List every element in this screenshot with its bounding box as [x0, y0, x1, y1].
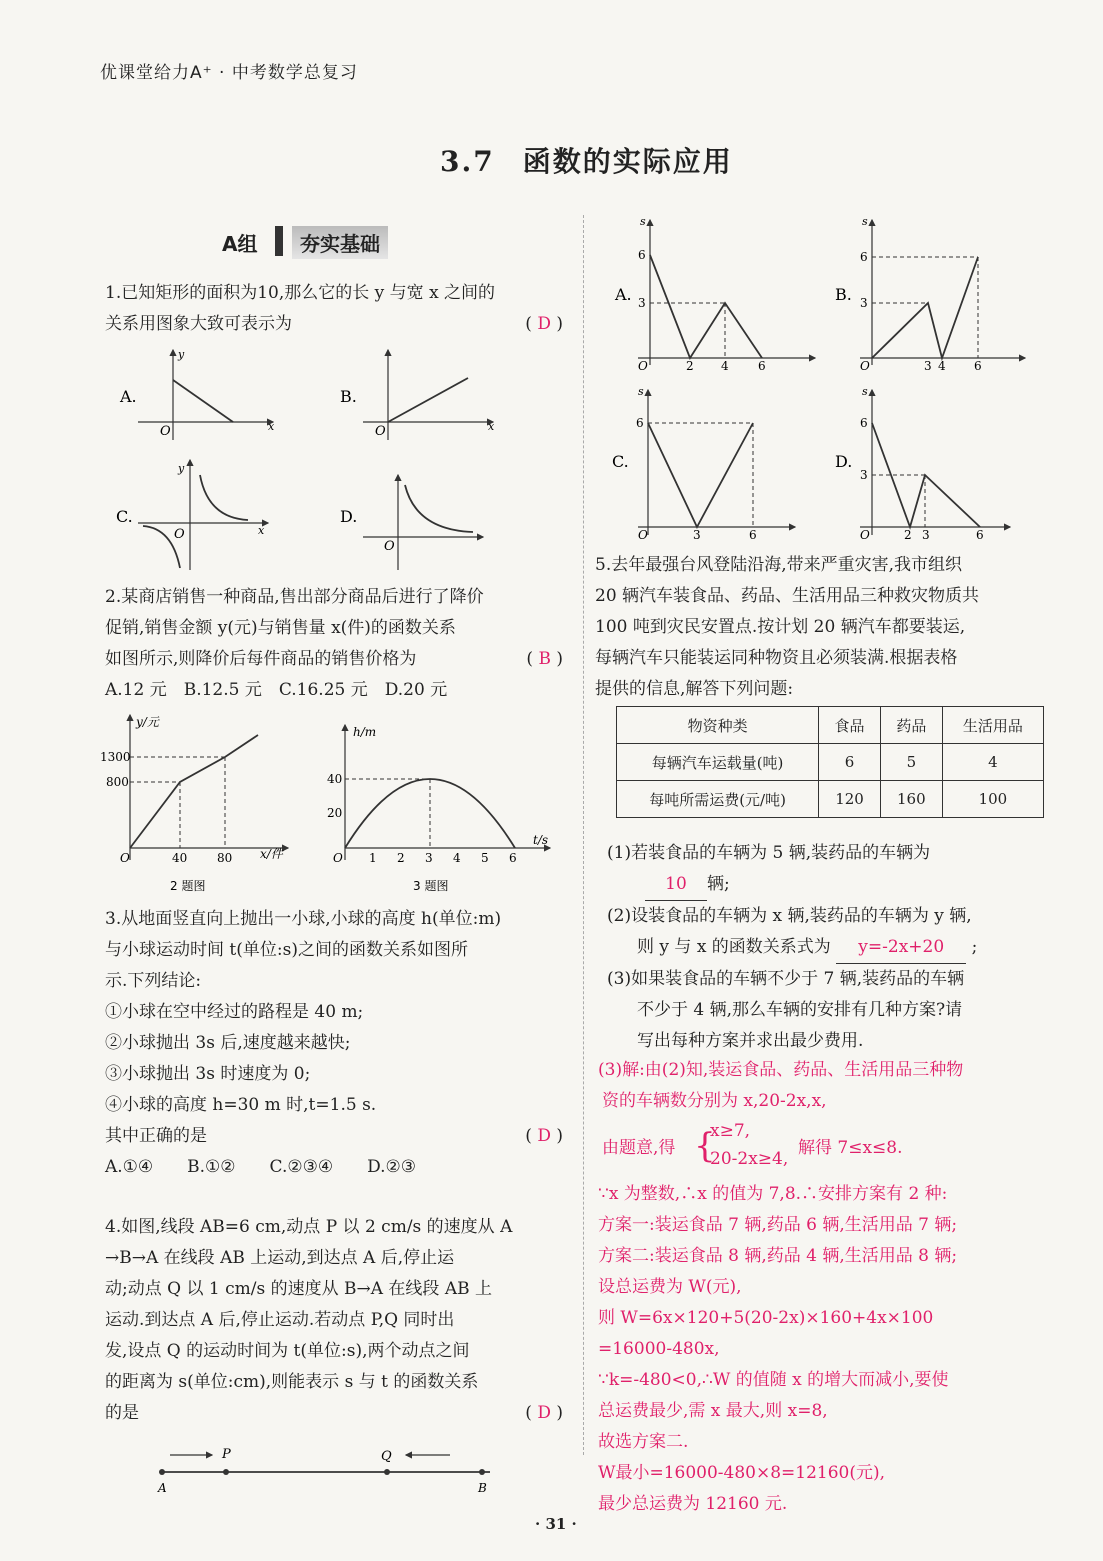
q1-line1: 1.已知矩形的面积为10,那么它的长 y 与宽 x 之间的 — [105, 283, 496, 303]
svg-text:4: 4 — [938, 359, 946, 373]
section-title: 函数的实际应用 — [522, 145, 733, 178]
q3-statement-3: ③小球抛出 3s 时速度为 0; — [105, 1064, 311, 1084]
solution-line: ∵x 为整数,∴x 的值为 7,8.∴安排方案有 2 种: — [598, 1184, 948, 1204]
svg-text:6: 6 — [860, 250, 868, 264]
q1-answer: D — [537, 314, 551, 334]
point-a — [159, 1469, 165, 1475]
q1-option-b-label: B. — [340, 387, 357, 406]
group-divider-block — [275, 226, 283, 256]
q5-part3-line2: 不少于 4 辆,那么车辆的安排有几种方案?请 — [637, 1000, 963, 1020]
q1-line2: 关系用图象大致可表示为 ( D ) — [105, 314, 563, 334]
solution-line: 方案二:装运食品 8 辆,药品 4 辆,生活用品 8 辆; — [598, 1246, 958, 1266]
svg-text:y: y — [178, 462, 185, 475]
q3-xtick-4: 4 — [453, 851, 461, 865]
q4-line3: 动;动点 Q 以 1 cm/s 的速度从 B→A 在线段 AB 上 — [105, 1279, 492, 1299]
q4-graph-b-label: B. — [835, 285, 852, 304]
q1-b-curve — [388, 378, 468, 422]
q5-solution — [598, 1055, 1078, 1520]
q1-d-curve — [405, 485, 473, 532]
q3-ylabel: h/m — [353, 725, 377, 739]
svg-text:4: 4 — [721, 359, 729, 373]
q2-graph — [100, 710, 300, 900]
q2-ylabel: y/元 — [136, 715, 159, 729]
svg-text:x: x — [268, 420, 275, 433]
table-header-cell: 食品 — [819, 707, 881, 744]
q5-line4: 每辆汽车只能装运同种物资且必须装满.根据表格 — [595, 648, 958, 668]
q3-statement-1: ①小球在空中经过的路程是 40 m; — [105, 1002, 364, 1022]
q4-graph-a-line — [650, 255, 762, 358]
svg-text:6: 6 — [974, 359, 982, 373]
svg-text:O: O — [638, 528, 648, 542]
q5-subquestions — [607, 838, 1067, 1057]
q2-xtick-40: 40 — [172, 851, 188, 865]
solution-line: 最少总运费为 12160 元. — [598, 1494, 788, 1514]
q1-option-a-label: A. — [120, 387, 137, 406]
svg-text:y: y — [178, 348, 185, 361]
svg-text:O: O — [384, 539, 395, 554]
q3-xtick-6: 6 — [509, 851, 517, 865]
q2-caption: 2 题图 — [170, 879, 206, 893]
q5-part2-answer: y=-2x+20 — [836, 932, 966, 964]
svg-text:6: 6 — [860, 416, 868, 430]
solution-line: 资的车辆数分别为 x,20-2x,x, — [602, 1091, 827, 1111]
q4-segment-figure — [150, 1438, 510, 1498]
table-cell: 160 — [880, 781, 942, 818]
solution-line: 故选方案二. — [598, 1432, 689, 1452]
q4-line1: 4.如图,线段 AB=6 cm,动点 P 以 2 cm/s 的速度从 A — [105, 1217, 513, 1237]
page-header: 优课堂给力A⁺ · 中考数学总复习 — [100, 63, 358, 83]
question-1 — [105, 278, 575, 340]
question-4 — [105, 1212, 575, 1429]
q4-graph-c-label: C. — [612, 452, 629, 471]
svg-text:6: 6 — [758, 359, 766, 373]
label-a: A — [158, 1481, 167, 1495]
table-header-cell: 物资种类 — [617, 707, 819, 744]
question-2 — [105, 582, 575, 706]
q4-line7: 的是 ( D ) — [105, 1403, 563, 1423]
q5-table — [616, 706, 1044, 818]
q3-line2: 与小球运动时间 t(单位:s)之间的函数关系如图所 — [105, 940, 468, 960]
q1-option-d-label: D. — [340, 507, 358, 526]
question-3 — [105, 904, 575, 1183]
q5-line3: 100 吨到灾民安置点.按计划 20 辆汽车都要装运, — [595, 617, 966, 637]
table-cell: 每辆汽车运载量(吨) — [617, 744, 819, 781]
svg-text:s: s — [862, 385, 868, 398]
q2-choices: A.12 元 B.12.5 元 C.16.25 元 D.20 元 — [105, 680, 448, 700]
q2-ytick-800: 800 — [106, 775, 129, 789]
solution-line: 设总运费为 W(元), — [598, 1277, 742, 1297]
table-header-cell: 药品 — [880, 707, 942, 744]
q1-option-c-label: C. — [116, 507, 133, 526]
group-banner — [222, 226, 422, 256]
q3-caption: 3 题图 — [413, 879, 449, 893]
q5-line5: 提供的信息,解答下列问题: — [595, 679, 794, 699]
q2-line2: 促销,销售金额 y(元)与销售量 x(件)的函数关系 — [105, 618, 456, 638]
q4-graph-a-label: A. — [615, 285, 632, 304]
svg-text:s: s — [640, 215, 646, 228]
svg-text:2: 2 — [904, 528, 912, 542]
q5-part1-answer: 10 — [645, 869, 707, 901]
table-row — [617, 781, 1044, 818]
group-name: 夯实基础 — [292, 226, 388, 259]
q2-ytick-1300: 1300 — [100, 750, 131, 764]
q5-part3-line1: (3)如果装食品的车辆不少于 7 辆,装药品的车辆 — [607, 969, 965, 989]
solution-system: 由题意,得 { x≥7, 20-2x≥4, 解得 7≤x≤8. — [602, 1121, 903, 1169]
svg-text:3: 3 — [924, 359, 932, 373]
point-q — [384, 1469, 390, 1475]
svg-text:3: 3 — [860, 468, 868, 482]
page-title — [440, 140, 733, 180]
q1-c-curve-1 — [200, 475, 248, 520]
svg-text:s: s — [862, 215, 868, 228]
q3-xtick-2: 2 — [397, 851, 405, 865]
table-cell: 6 — [819, 744, 881, 781]
q5-part2-line1: (2)设装食品的车辆为 x 辆,装药品的车辆为 y 辆, — [607, 906, 972, 926]
table-cell: 4 — [942, 744, 1043, 781]
svg-text:O: O — [860, 528, 870, 542]
svg-text:O: O — [160, 424, 171, 439]
group-label: A组 — [222, 232, 258, 256]
svg-text:O: O — [860, 359, 870, 373]
q4-line5: 发,设点 Q 的运动时间为 t(单位:s),两个动点之间 — [105, 1341, 470, 1361]
q4-graph-d-label: D. — [835, 452, 853, 471]
q5-part1-line1: (1)若装食品的车辆为 5 辆,装药品的车辆为 — [607, 843, 931, 863]
q2-xtick-80: 80 — [217, 851, 233, 865]
svg-text:x: x — [488, 420, 495, 433]
svg-text:O: O — [174, 527, 185, 542]
column-divider — [583, 215, 584, 1455]
q5-line1: 5.去年最强台风登陆沿海,带来严重灾害,我市组织 — [595, 555, 963, 575]
q4-line2: →B→A 在线段 AB 上运动,到达点 A 后,停止运 — [105, 1248, 455, 1268]
q3-graph — [325, 720, 555, 900]
q3-conclusion: 其中正确的是 ( D ) — [105, 1126, 563, 1146]
svg-text:3: 3 — [693, 528, 701, 542]
q1-graphs — [108, 340, 548, 580]
q3-statement-2: ②小球抛出 3s 后,速度越来越快; — [105, 1033, 351, 1053]
svg-text:O: O — [333, 851, 343, 865]
q3-ytick-20: 20 — [327, 806, 343, 820]
q5-part1-line2: 10 辆; — [607, 869, 1067, 901]
q3-xtick-5: 5 — [481, 851, 489, 865]
q4-line6: 的距离为 s(单位:cm),则能表示 s 与 t 的函数关系 — [105, 1372, 479, 1392]
section-number: 3.7 — [440, 145, 495, 178]
label-b: B — [478, 1481, 487, 1495]
q3-answer: D — [537, 1126, 551, 1146]
q1-a-curve — [173, 380, 233, 422]
q2-answer: B — [538, 649, 551, 669]
q4-line4: 运动.到达点 A 后,停止运动.若动点 P,Q 同时出 — [105, 1310, 455, 1330]
solution-line: 总运费最少,需 x 最大,则 x=8, — [598, 1401, 828, 1421]
q5-line2: 20 辆汽车装食品、药品、生活用品三种救灾物质共 — [595, 586, 980, 606]
q3-xtick-1: 1 — [369, 851, 377, 865]
question-5 — [595, 550, 1065, 705]
table-header-row — [617, 707, 1044, 744]
q2-line — [130, 735, 258, 848]
q3-choices: A.①④ B.①② C.②③④ D.②③ — [105, 1157, 416, 1177]
q4-answer: D — [537, 1403, 551, 1423]
q3-xlabel: t/s — [533, 833, 549, 847]
svg-text:3: 3 — [638, 296, 646, 310]
solution-line: (3)解:由(2)知,装运食品、药品、生活用品三种物 — [598, 1060, 964, 1080]
page-number: · 31 · — [535, 1515, 577, 1533]
svg-text:6: 6 — [749, 528, 757, 542]
svg-text:2: 2 — [686, 359, 694, 373]
label-q: Q — [381, 1449, 392, 1464]
svg-text:O: O — [375, 424, 386, 439]
q2-line1: 2.某商店销售一种商品,售出部分商品后进行了降价 — [105, 587, 484, 607]
svg-text:O: O — [120, 851, 130, 865]
table-cell: 100 — [942, 781, 1043, 818]
q4-graph-b-line — [872, 257, 978, 358]
svg-text:3: 3 — [922, 528, 930, 542]
q2-line3: 如图所示,则降价后每件商品的销售价格为 ( B ) — [105, 649, 563, 669]
solution-line: 则 W=6x×120+5(20-2x)×160+4x×100 — [598, 1308, 934, 1328]
q4-graphs — [610, 215, 1030, 545]
table-row — [617, 744, 1044, 781]
svg-text:x: x — [258, 524, 265, 537]
q5-part2-line2: 则 y 与 x 的函数关系式为 y=-2x+20 ; — [607, 932, 1067, 964]
table-cell: 每吨所需运费(元/吨) — [617, 781, 819, 818]
point-b — [479, 1469, 485, 1475]
svg-text:6: 6 — [638, 248, 646, 262]
point-p — [223, 1469, 229, 1475]
label-p: P — [222, 1447, 231, 1462]
svg-text:6: 6 — [636, 416, 644, 430]
table-cell: 5 — [880, 744, 942, 781]
table-header-cell: 生活用品 — [942, 707, 1043, 744]
solution-line: ∵k=-480<0,∴W 的值随 x 的增大而减小,要使 — [598, 1370, 949, 1390]
svg-text:6: 6 — [976, 528, 984, 542]
svg-text:3: 3 — [860, 296, 868, 310]
q5-part3-line3: 写出每种方案并求出最少费用. — [637, 1031, 864, 1051]
q3-xtick-3: 3 — [425, 851, 433, 865]
q3-ytick-40: 40 — [327, 772, 343, 786]
q4-graph-c-line — [648, 423, 753, 527]
q2-xlabel: x/件 — [260, 847, 283, 861]
q3-statement-4: ④小球的高度 h=30 m 时,t=1.5 s. — [105, 1095, 377, 1115]
solution-line: W最小=16000-480×8=12160(元), — [598, 1463, 886, 1483]
q3-line1: 3.从地面竖直向上抛出一小球,小球的高度 h(单位:m) — [105, 909, 502, 929]
solution-line: =16000-480x, — [598, 1339, 720, 1359]
solution-line: 方案一:装运食品 7 辆,药品 6 辆,生活用品 7 辆; — [598, 1215, 958, 1235]
table-cell: 120 — [819, 781, 881, 818]
svg-text:O: O — [638, 359, 648, 373]
q3-line3: 示.下列结论: — [105, 971, 202, 991]
svg-text:s: s — [638, 385, 644, 398]
